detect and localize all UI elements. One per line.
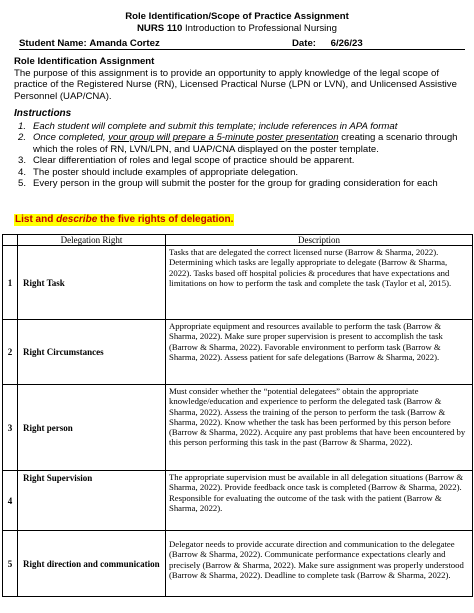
- prompt-part-2: describe: [56, 214, 98, 225]
- instruction-number: 1.: [18, 120, 27, 132]
- right-description: Appropriate equipment and resources available to perform the task (Barrow & Sharma, 2022). Make sure proper supervision is present to accomplish the task (Barrow & Sharma, 2022). Favorable environment to perform task (Barrow & Sharma, 2022). Assess patient for safe delegations (Barrow & Sharma, 2022).: [166, 320, 473, 385]
- table-row: [3, 531, 473, 597]
- instruction-item: [14, 167, 469, 179]
- instruction-item: [14, 178, 469, 190]
- delegation-right: Right Circumstances: [18, 320, 166, 385]
- delegation-right: Right Supervision: [18, 471, 166, 531]
- right-description: Delegator needs to provide accurate direction and communication to the delegatee (Barrow & Sharma, 2022). Communicate performance expectations clearly and precisely (Barrow & Sharma, 2022). Make sure assignment was properly understood (Barrow & Sharma, 2022). Deadline to complete task (Barrow & Sharma, 2022).: [166, 531, 473, 597]
- row-number: 1: [3, 246, 18, 320]
- page-title: Role Identification/Scope of Practice Assignment: [125, 11, 349, 22]
- instruction-text: Every person in the group will submit the poster for the group for grading consideration for each: [33, 178, 438, 189]
- right-description: Must consider whether the “potential delegatees” obtain the appropriate knowledge/education and experience to perform the delegated task (Barrow & Sharma, 2022). Assess the training of the person to perform the task (Barrow & Sharma, 2022). Know whether the task has been performed by this person before (Barrow & Sharma, 2022). Acquire any past problems that have been encountered by this person performing this task in the past (Barrow & Sharma, 2022).: [166, 385, 473, 471]
- table-row: [3, 246, 473, 320]
- right-description: The appropriate supervision must be available in all delegation situations (Barrow & Sharma, 2022). Provide feedback once task is completed (Barrow & Sharma, 2022). Responsible for evaluating the outcome of the task with the patient (Barrow & Sharma, 2022).: [166, 471, 473, 531]
- instruction-number: 3.: [18, 155, 27, 166]
- table-row: [3, 320, 473, 385]
- instructions-section: [14, 108, 469, 190]
- date-value: 6/26/23: [319, 38, 395, 50]
- date-label: Date:: [292, 38, 316, 49]
- instruction-text-underlined: your group will prepare a 5-minute poster presentation: [108, 132, 339, 143]
- instruction-text: The poster should include examples of appropriate delegation.: [33, 166, 299, 178]
- student-name-label: Student Name:: [19, 38, 87, 49]
- right-description: Tasks that are delegated the correct licensed nurse (Barrow & Sharma, 2022). Determining which tasks are legally appropriate to delegate (Barrow & Sharma, 2022). Tasks based off hospital policies & procedures that have expectations and limitations on how to perform the task and complete the task (Taylor et al, 2015).: [166, 246, 473, 320]
- table-row: [3, 471, 473, 531]
- course-line: [0, 23, 474, 34]
- assignment-heading: Role Identification Assignment: [14, 56, 155, 67]
- instructions-heading: Instructions: [14, 108, 72, 119]
- header-num-cell: [3, 235, 18, 246]
- assignment-purpose: The purpose of this assignment is to provide an opportunity to apply knowledge of the legal scope of practice of the Registered Nurse (RN), Licensed Practical Nurse (LPN or LVN), and Unlicensed Assistive Personnel (UAP/CNA).: [14, 67, 457, 102]
- delegation-right: Right Task: [18, 246, 166, 320]
- table-row: [3, 385, 473, 471]
- row-number: 3: [3, 385, 18, 471]
- title-block: [0, 11, 474, 34]
- assignment-section: [14, 56, 464, 102]
- instruction-text-post: creating a scenario through which the roles of RN, LVN/LPN, and UAP/CNA displayed on the poster template.: [33, 132, 458, 155]
- student-name-value: Amanda Cortez: [89, 38, 219, 50]
- row-number: 4: [3, 471, 18, 531]
- header-description: Description: [166, 235, 473, 246]
- delegation-table: [2, 234, 473, 597]
- table-header-row: [3, 235, 473, 246]
- delegation-right: Right person: [18, 385, 166, 471]
- instruction-text: Clear differentiation of roles and legal scope of practice should be apparent.: [33, 155, 355, 166]
- course-name: Introduction to Professional Nursing: [185, 23, 337, 34]
- header-right: Delegation Right: [18, 235, 166, 246]
- row-number: 2: [3, 320, 18, 385]
- instructions-list: [14, 121, 469, 190]
- instruction-text: Each student will complete and submit this template; include references in APA format: [33, 120, 398, 132]
- course-code: NURS 110: [137, 23, 183, 34]
- prompt-part-1: List and: [15, 214, 57, 225]
- instruction-number: 2.: [18, 132, 27, 143]
- delegation-prompt: [14, 214, 234, 226]
- instruction-item: [14, 132, 469, 155]
- prompt-part-3: the five rights of delegation.: [97, 214, 234, 225]
- instruction-text-pre: Once completed,: [33, 132, 109, 143]
- instruction-number: 5.: [18, 178, 27, 189]
- instruction-number: 4.: [18, 166, 27, 178]
- header-divider: [19, 49, 465, 50]
- instruction-item: [14, 121, 469, 133]
- delegation-right: Right direction and communication: [18, 531, 166, 597]
- row-number: 5: [3, 531, 18, 597]
- instruction-item: [14, 155, 469, 167]
